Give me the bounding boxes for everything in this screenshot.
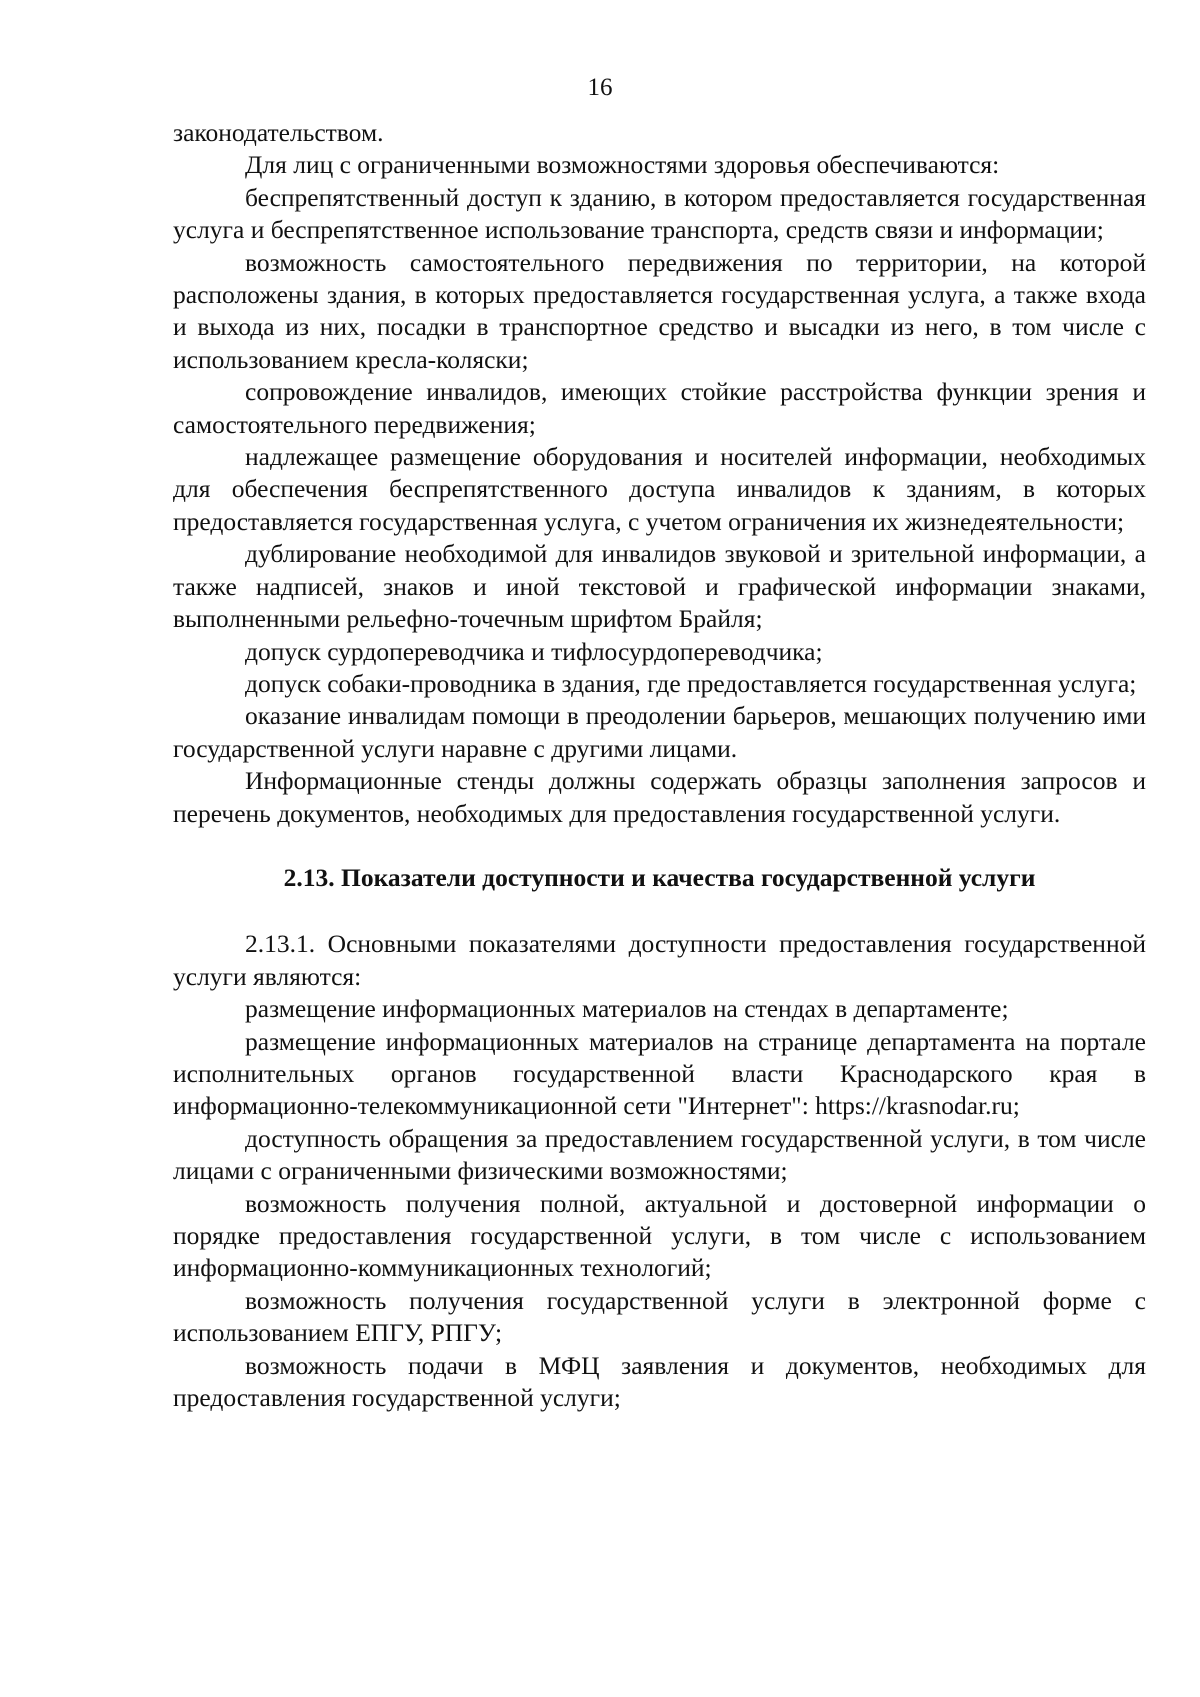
paragraph: допуск собаки-проводника в здания, где предоставляется государственная услуга; (245, 668, 1137, 698)
paragraph: сопровождение инвалидов, имеющих стойкие расстройства функции зрения и самостоятельного передвижения; (173, 377, 1146, 439)
paragraph: Информационные стенды должны содержать образцы заполнения запросов и перечень документов, необходимых для предоставления государственной услуги. (173, 766, 1146, 828)
paragraph: размещение информационных материалов на странице департамента на портале исполнительных органов государственной власти Краснодарского края в информационно-телекоммуникационной сети "Интернет": https://krasnodar.ru; (173, 1026, 1146, 1121)
paragraph: беспрепятственный доступ к зданию, в котором предоставляется государственная услуга и беспрепятственное использование транспорта, средств связи и информации; (173, 182, 1146, 245)
paragraph: размещение информационных материалов на стендах в департаменте; (245, 994, 1009, 1024)
page-number: 16 (587, 74, 613, 101)
paragraph: возможность получения государственной услуги в электронной форме с использованием ЕПГУ, РПГУ; (173, 1285, 1146, 1348)
paragraph: возможность получения полной, актуальной и достоверной информации о порядке предоставления государственной услуги, в том числе с использованием информационно-коммуникационных технологий; (173, 1188, 1146, 1283)
paragraph: возможность самостоятельного передвижения по территории, на которой расположены здания, в которых предоставляется государственная услуга, а также входа и выхода из них, посадки в транспортное средство и высадки из него, в том числе с использованием кресла-коляски; (173, 247, 1146, 374)
paragraph: оказание инвалидам помощи в преодолении барьеров, мешающих получению ими государственной услуги наравне с другими лицами. (173, 701, 1146, 763)
paragraph: дублирование необходимой для инвалидов звуковой и зрительной информации, а также надписей, знаков и иной текстовой и графической информации знаками, выполненными рельефно-точечным шрифтом Брайля; (173, 539, 1146, 634)
paragraph: 2.13.1. Основными показателями доступности предоставления государственной услуги являются: (173, 929, 1146, 991)
paragraph-continuation: законодательством. (173, 118, 384, 147)
paragraph: Для лиц с ограниченными возможностями здоровья обеспечиваются: (245, 150, 1000, 180)
section-heading: 2.13. Показатели доступности и качества государственной услуги (283, 862, 1036, 892)
paragraph: возможность подачи в МФЦ заявления и документов, необходимых для предоставления государственной услуги; (173, 1350, 1146, 1413)
document-body (173, 117, 1146, 1414)
paragraph: доступность обращения за предоставлением государственной услуги, в том числе лицами с ограниченными физическими возможностями; (173, 1123, 1146, 1186)
paragraph: допуск сурдопереводчика и тифлосурдопереводчика; (245, 636, 823, 666)
paragraph: надлежащее размещение оборудования и носителей информации, необходимых для обеспечения беспрепятственного доступа инвалидов к зданиям, в которых предоставляется государственная услуга, с учетом ограничения их жизнедеятельности; (173, 442, 1146, 536)
